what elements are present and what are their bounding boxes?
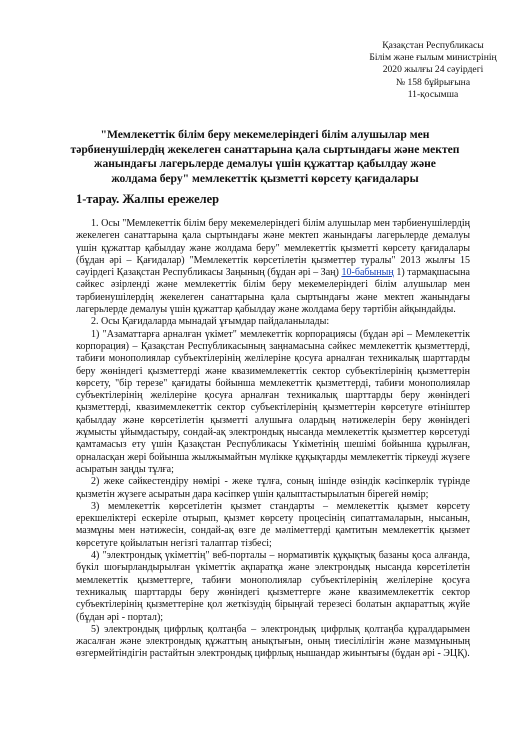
paragraph: 1) "Азаматтарға арналған үкімет" мемлекеттік корпорациясы (бұдан әрі – Мемлекеттік корпорация) – Қазақстан Республикасының заңнамасына сәйкес мемлекеттік қызметтерді, табиғи монополиялар субъектілерінің желілеріне қосуға арналған техникалық шарттарды беру жөніндегі қызметтерді және квазимемлекеттік сектор субъектілерінің қызметтерін көрсету, "бір терезе" қағидаты бойынша мемлекеттік қызметтерді, табиғи монополиялар субъектілерінің желілеріне қосуға арналған техникалық шарттарды беру жөніндегі қызметтерді, квазимемлекеттік сектор субъектілерінің қызметтерін көрсетуге өтініштер қабылдау және көрсетілетін қызметті алушыға олардың нәтижелерін беру жөніндегі жұмысты ұйымдастыру, сондай-ақ электрондық нысанда мемлекеттік қызметтер көрсетуді қамтамасыз ету үшін Қазақстан Республикасы Үкіметінің шешімі бойынша құрылған, орналасқан жері бойынша жылжымайтын мүлікке құқықтарды мемлекеттік тіркеуді жүзеге асыратын заңды тұлға; [76,328,470,475]
paragraph-text: 1) тармақшасына сәйкес әзірленді және мемлекеттік білім беру мекемелеріндегі білім алушылар мен тәрбиенушілердің жекелеген санаттарына қала сыртындағы және мектеп жанындағы лагерьлерде демалуы үшін құжаттар қабылдау және жолдама беру тәртібін айқындайды. [76,267,470,316]
approval-line: № 158 бұйрығына [395,76,471,88]
approval-line: Білім және ғылым министрінің [369,52,497,64]
approval-line: Қазақстан Республикасы [382,40,484,51]
document-title: "Мемлекеттік білім беру мекемелеріндегі білім алушылар мен тәрбиенушілердің жекелеген санаттарына қала сыртындағы және мектеп жанындағы лагерьлерде демалуы үшін құжаттар қабылдау және жолдама беру" мемлекеттік қызметті көрсету қағидалары [70,128,460,185]
paragraph [76,218,470,316]
law-article-link[interactable]: 10-бабының [341,267,394,279]
paragraph: 2. Осы Қағидаларда мынадай ұғымдар пайдаланылады: [91,316,330,328]
section-heading: 1-тарау. Жалпы ережелер [76,192,220,206]
approval-line: 11-қосымша [407,88,459,100]
approval-line: 2020 жылғы 24 сәуірдегі [382,64,484,76]
paragraph: 4) "электрондық үкіметтің" веб-порталы – нормативтік құқықтық базаны қоса алғанда, бүкіл шоғырландырылған үкіметтік ақпаратқа және электрондық нысанда көрсетілетін мемлекеттік қызметтерге, табиғи монополиялар субъектілерінің желілеріне қосуға техникалық шарттарды беру жөніндегі қызметтерге және квазимемлекеттік сектор субъектілерінің қызметтеріне қол жеткізудің бірыңғай терезесі болатын ақпараттық жүйе (бұдан әрі - портал); [76,550,470,623]
paragraph: 2) жеке сәйкестендіру нөмірі - жеке тұлға, соның ішінде өзіндік кәсіпкерлік түрінде қызметін жүзеге асыратын дара кәсіпкер үшін қалыптастырылатын бірегей нөмір; [76,476,470,500]
paragraph: 3) мемлекеттік көрсетілетін қызмет стандарты – мемлекеттік қызмет көрсету ерекшеліктері ескеріле отырып, қызмет көрсету процесінің сипаттамаларын, нысанын, мазмұны мен нәтижесін, сондай-ақ өзге де мәліметтерді қамтитын мемлекеттік қызмет көрсетуге қойылатын негізгі талаптар тізбесі; [76,500,470,549]
paragraph-text: 1. Осы "Мемлекеттік білім беру мекемелеріндегі білім алушылар мен тәрбиенушілердің жекелеген санаттарына қала сыртындағы және мектеп жанындағы лагерьлерде демалуы үшін құжаттар қабылдау және жолдама беру" мемлекеттік қызметті көрсету қағидалары (бұдан әрі – Қағидалар) "Мемлекеттік көрсетілетін қызметтер туралы" 2013 жылғы 15 сәуірдегі Қазақстан Республикасы Заңының (бұдан әрі – Заң) [76,218,470,279]
paragraph: 5) электрондық цифрлық қолтаңба – электрондық цифрлық қолтаңба құралдарымен жасалған және электрондық құжаттың анықтығын, оның тиесілілігін және мазмұнының өзгермейтіндігін растайтын электрондық цифрлық нышандар жиынтығы (бұдан әрі - ЭЦҚ). [76,623,470,660]
document-body [76,218,470,661]
approval-block [348,40,518,101]
